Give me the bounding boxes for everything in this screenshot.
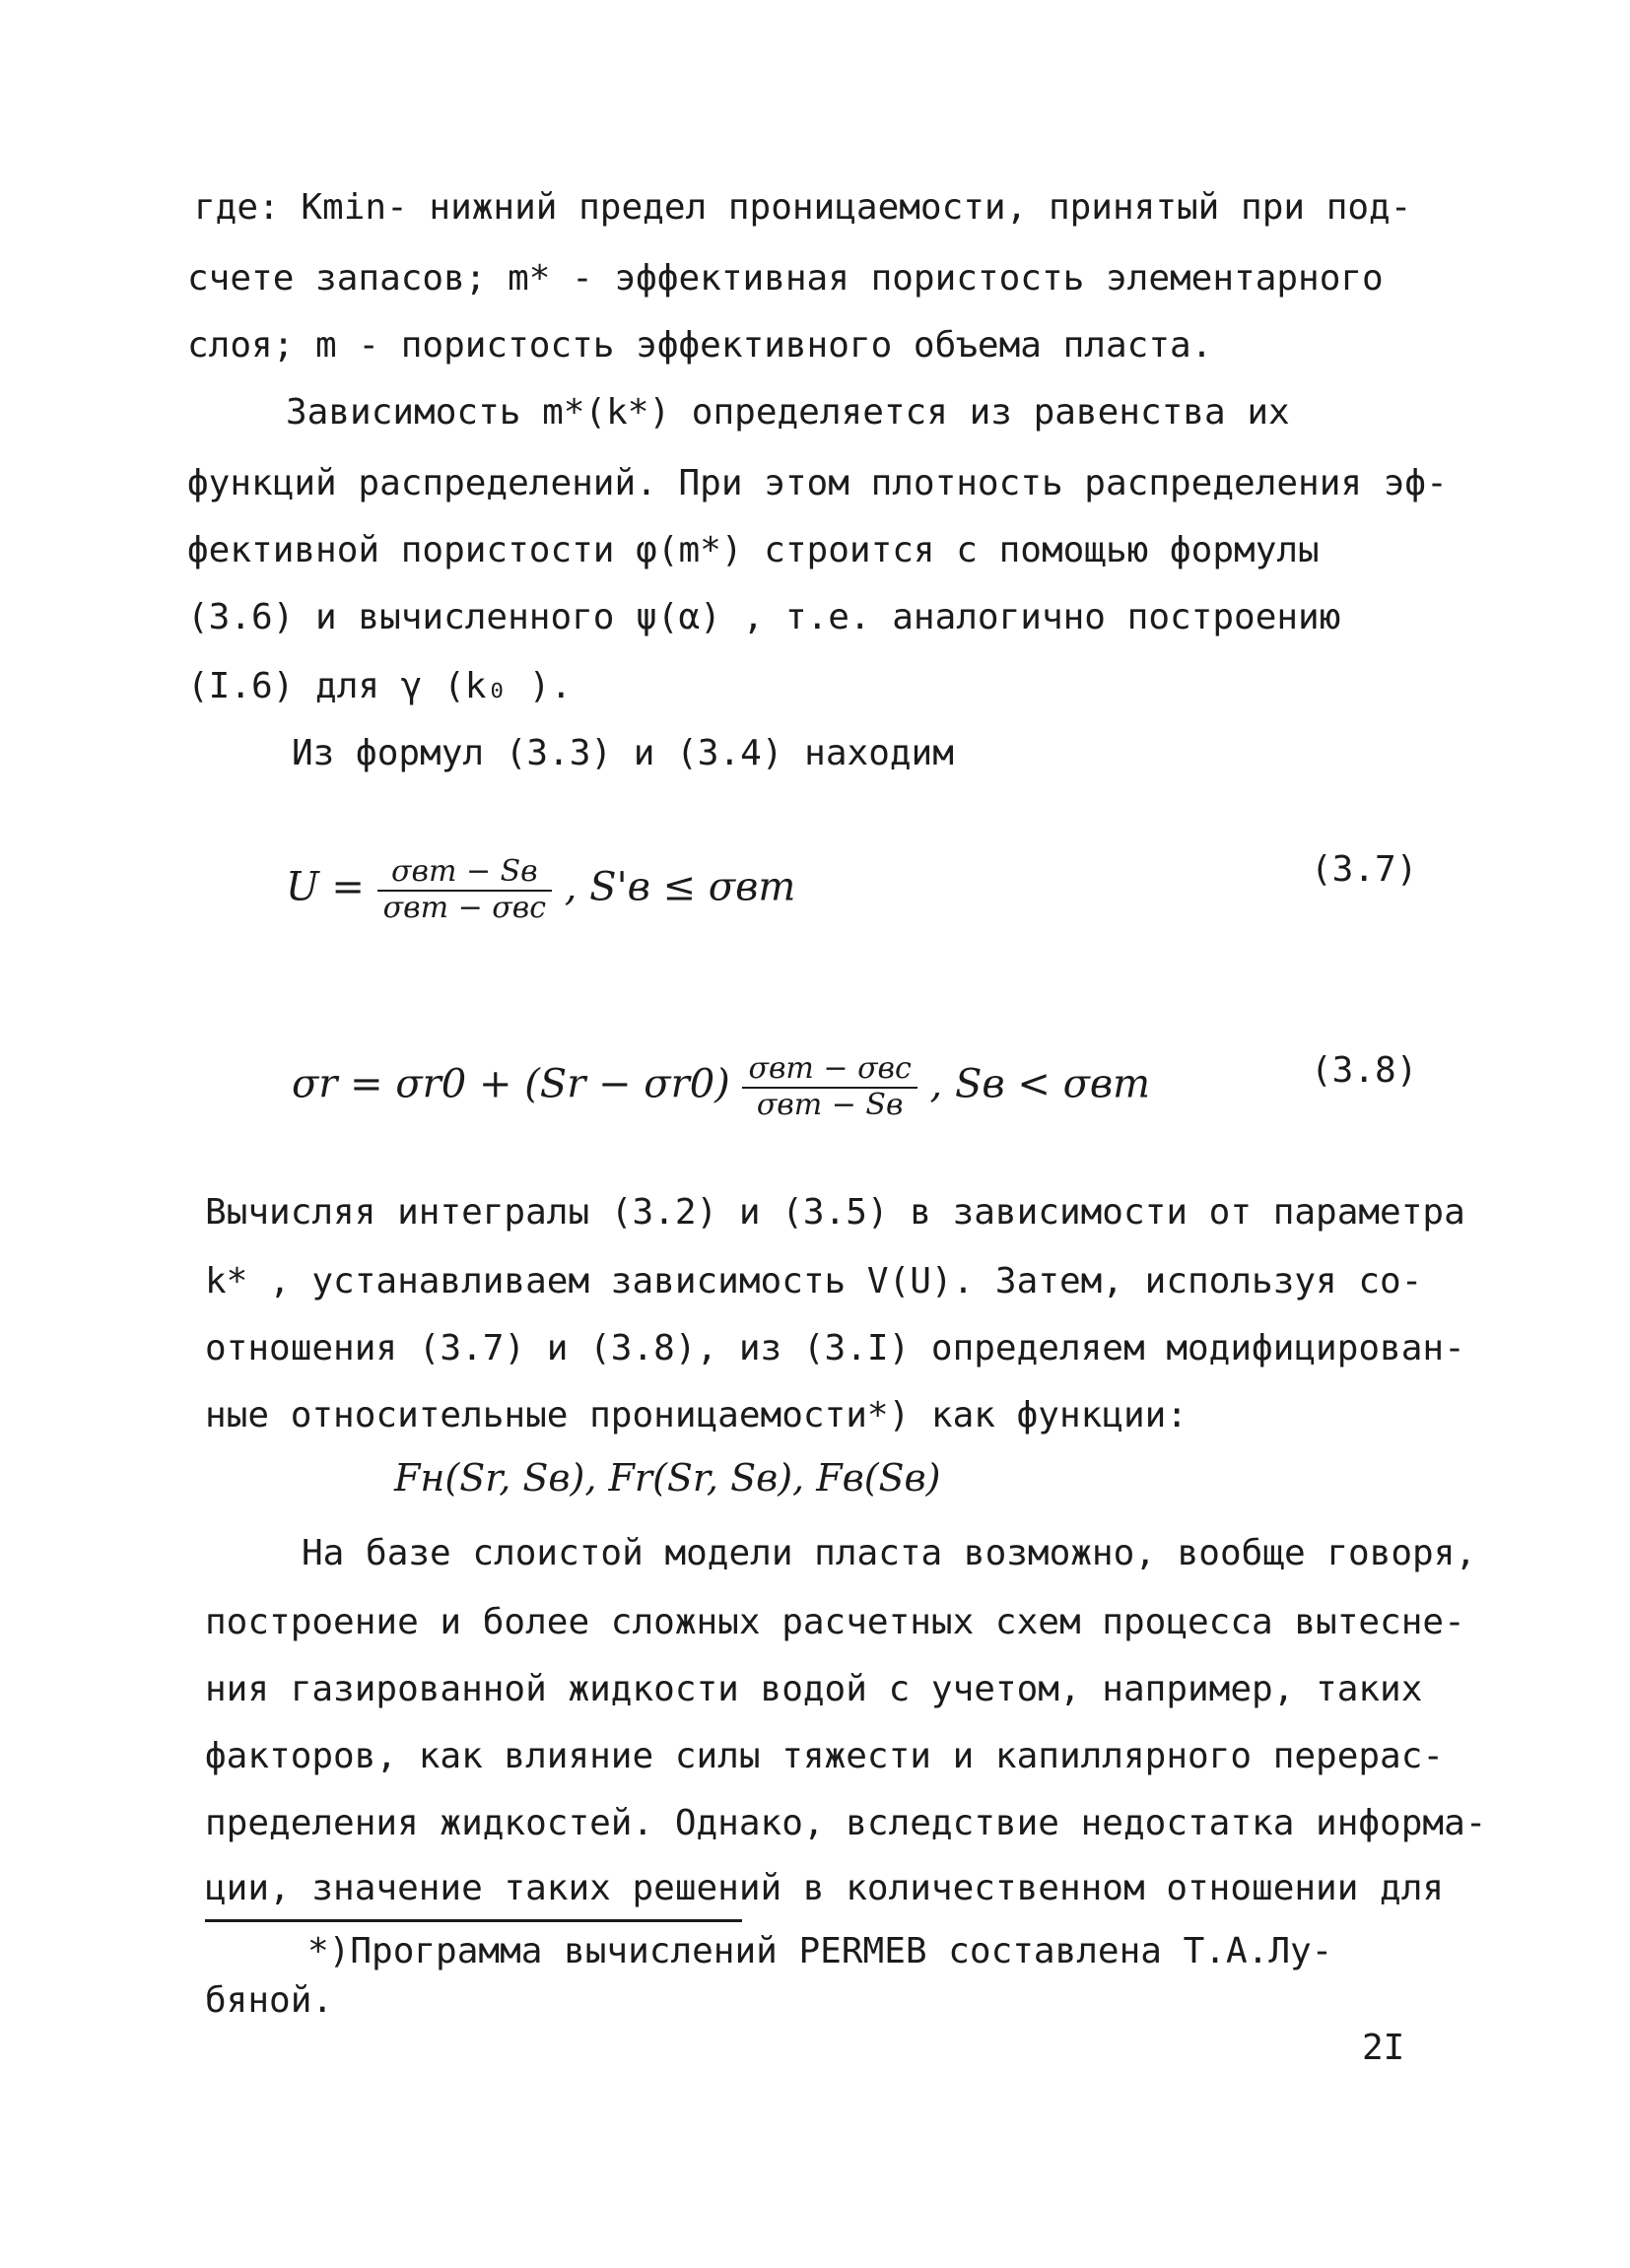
footnote-line: *)Программа вычислений PERMEB составлена Т.А.Лу- — [307, 1931, 1333, 1971]
equation-condition: , S'в ≤ σвm — [564, 864, 796, 910]
text-line: На базе слоистой модели пласта возможно, вообще говоря, — [302, 1533, 1477, 1573]
text-line: факторов, как влияние силы тяжести и капиллярного перерас- — [205, 1736, 1445, 1776]
text-line: ные относительные проницаемости*) как функции: — [205, 1395, 1188, 1435]
text-line: фективной пористости φ(m*) строится с помощью формулы — [187, 530, 1320, 570]
text-line: k* , устанавливаем зависимость V(U). Затем, используя со- — [205, 1261, 1423, 1301]
equation-condition: , Sв < σвm — [929, 1061, 1151, 1107]
equation-lhs: σr = σr0 + (Sr − σr0) — [292, 1061, 730, 1107]
text-line: Вычисляя интегралы (3.2) и (3.5) в зависимости от параметра — [205, 1192, 1465, 1233]
equation-number: (3.8) — [1311, 1050, 1418, 1091]
text-line: ния газированной жидкости водой с учетом, например, таких — [205, 1669, 1423, 1709]
text-line: слоя; m - пористость эффективного объема пласта. — [187, 325, 1213, 366]
numerator: σвm − σвc — [742, 1052, 917, 1089]
page-number: 2I — [1362, 2028, 1405, 2068]
denominator: σвm − Sв — [756, 1087, 904, 1122]
text-line: построение и более сложных расчетных схем процесса вытесне- — [205, 1602, 1465, 1642]
text-line: ции, значение таких решений в количественном отношении для — [205, 1868, 1445, 1908]
footnote-separator — [205, 1919, 742, 1922]
text-line: счете запасов; m* - эффективная пористость элементарного — [187, 258, 1384, 299]
equation-number: (3.7) — [1311, 849, 1418, 890]
equation-3-7 — [286, 855, 795, 925]
text-line: (3.6) и вычисленного ψ(α) , т.е. аналогично построению — [187, 597, 1341, 637]
text-line: функций распределений. При этом плотность распределения эф- — [187, 463, 1448, 503]
text-line: (I.6) для γ (k₀ ). — [187, 666, 573, 706]
equation-lhs: U = — [286, 864, 365, 910]
fraction — [377, 855, 552, 925]
text-line: где: Kmin- нижний предел проницаемости, принятый при под- — [194, 187, 1412, 228]
footnote-line: бяной. — [205, 1980, 334, 2021]
denominator: σвm − σвc — [382, 890, 547, 925]
text-line: отношения (3.7) и (3.8), из (3.I) определяем модифицирован- — [205, 1328, 1465, 1368]
equation-3-8 — [292, 1052, 1150, 1122]
function-list: Fн(Sr, Sв), Fr(Sr, Sв), Fв(Sв) — [394, 1456, 941, 1500]
text-line: Из формул (3.3) и (3.4) находим — [292, 733, 954, 773]
text-line: пределения жидкостей. Однако, вследствие недостатка информа- — [205, 1803, 1487, 1843]
numerator: σвm − Sв — [377, 855, 552, 892]
fraction — [742, 1052, 917, 1122]
text-line: Зависимость m*(k*) определяется из равенства их — [286, 392, 1290, 433]
